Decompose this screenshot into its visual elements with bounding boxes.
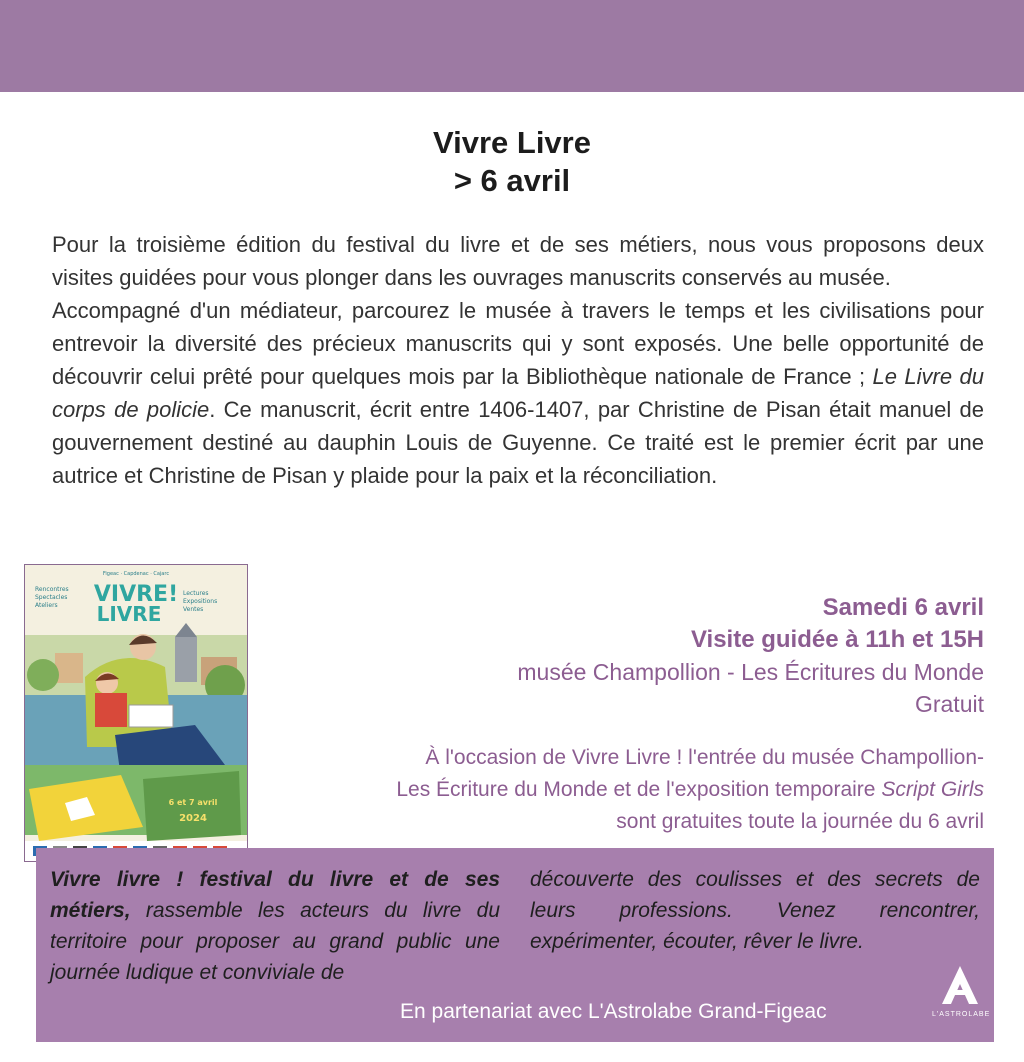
title-event-name: Vivre Livre: [433, 125, 591, 160]
astrolabe-logo: [932, 964, 991, 1032]
festival-name-bold: Vivre livre ! festival du livre et de ses métiers,: [50, 868, 500, 922]
intro-paragraph-2: [52, 294, 984, 492]
poster-title-2: LIVRE: [96, 602, 162, 626]
astrolabe-logo-word: L'ASTROLABE: [932, 1011, 991, 1018]
top-color-band: [0, 0, 1024, 92]
poster-illustration: [25, 565, 247, 861]
poster-title-1: VIVRE!: [93, 582, 179, 607]
festival-description-left: [50, 864, 500, 988]
festival-description-start: rassemble les acteurs du livre du territoire pour proposer au grand public une journée ludique et conviviale de: [50, 899, 500, 984]
event-details: [284, 592, 984, 720]
book-title: Le Livre du corps de policie: [52, 364, 985, 422]
note-line-2: [264, 774, 984, 806]
exhibition-title: Script Girls: [881, 778, 984, 801]
intro-paragraph-1: Pour la troisième édition du festival du livre et de ses métiers, nous vous proposons deux visites guidées pour vous plonger dans les ouvrages manuscrits conservés au musée.: [52, 232, 984, 290]
poster-right-word-2: Expositions: [183, 598, 218, 605]
partner-box: [36, 848, 994, 1042]
intro-p2-end: . Ce manuscrit, écrit entre 1406-1407, par Christine de Pisan était manuel de gouvernement destiné au dauphin Louis de Guyenne. Ce traité est le premier écrit par une autrice et Christine de Pisan y plaide pour la paix et la réconciliation.: [52, 397, 984, 488]
festival-description-right: découverte des coulisses et des secrets de leurs professions. Venez rencontrer, expérimenter, écouter, rêver le livre.: [530, 868, 980, 953]
event-visit-times: Visite guidée à 11h et 15H: [690, 626, 984, 653]
poster-date: 6 et 7 avril: [168, 798, 218, 807]
title-event-date: > 6 avril: [453, 163, 571, 198]
festival-poster: [24, 564, 248, 862]
note-line-2-start: Les Écriture du Monde et de l'exposition temporaire: [396, 778, 882, 801]
free-entry-note: [264, 742, 984, 838]
poster-left-word-3: Ateliers: [35, 602, 58, 609]
poster-year: 2024: [179, 813, 207, 824]
page-title: [0, 124, 1024, 200]
event-price: Gratuit: [914, 691, 984, 717]
note-line-3: sont gratuites toute la journée du 6 avril: [616, 810, 984, 833]
event-date: Samedi 6 avril: [822, 594, 984, 621]
note-line-1: À l'occasion de Vivre Livre ! l'entrée du musée Champollion-: [425, 746, 984, 769]
partner-credit: En partenariat avec L'Astrolabe Grand-Figeac: [400, 1000, 827, 1023]
poster-top-text: Figeac · Capdenac · Cajarc: [102, 571, 170, 577]
intro-text: [52, 228, 984, 492]
poster-left-word-1: Rencontres: [35, 586, 69, 593]
intro-p2-start: Accompagné d'un médiateur, parcourez le musée à travers le temps et les civilisations pour entrevoir la diversité des précieux manuscrits qui y sont exposés. Une belle opportunité de découvrir celui prêté pour quelques mois par la Bibliothèque nationale de France ;: [52, 298, 984, 389]
event-place: musée Champollion - Les Écritures du Monde: [517, 659, 984, 685]
poster-right-word-1: Lectures: [183, 590, 209, 597]
astrolabe-a-icon: [940, 964, 980, 1006]
poster-left-word-2: Spectacles: [35, 594, 68, 601]
poster-right-word-3: Ventes: [183, 606, 204, 613]
